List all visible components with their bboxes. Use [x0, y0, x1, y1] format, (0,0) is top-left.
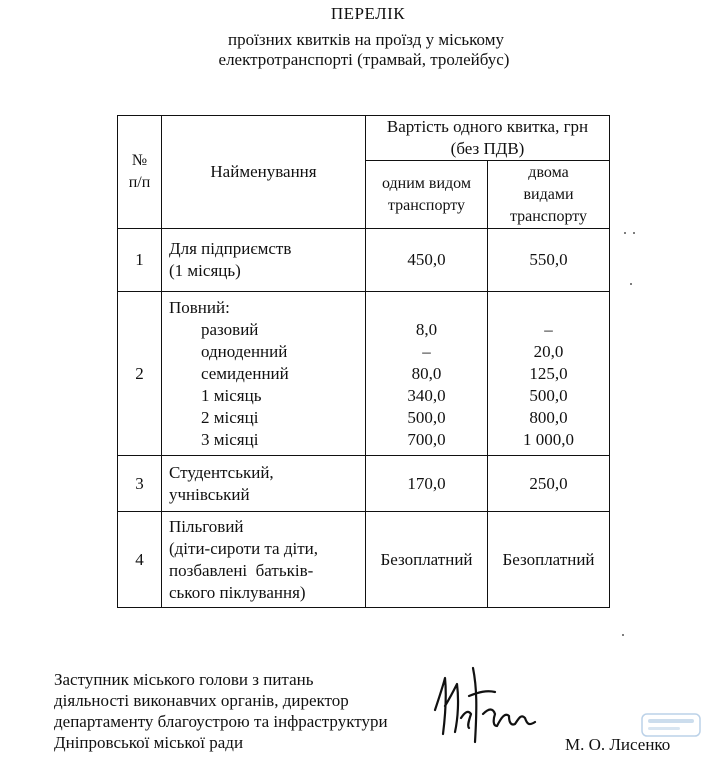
row-name-line: (1 місяць) — [169, 261, 241, 280]
header-one-type-line-2: транспорту — [387, 196, 466, 214]
ticket-price-one-type: 500,0 — [407, 407, 446, 427]
signatory-position-line: Заступник міського голови з питань — [54, 670, 314, 689]
row-price-one-type: 450,0 — [366, 229, 488, 292]
header-two-types-cell — [488, 161, 610, 229]
header-two-types-line-3: транспорту — [509, 207, 588, 225]
scan-speck — [633, 232, 635, 234]
header-name-cell — [162, 116, 366, 229]
table-row — [118, 512, 610, 608]
table-row — [118, 292, 610, 456]
row-name-line: Для підприємств — [169, 239, 292, 258]
ticket-price-one-type: 8,0 — [415, 319, 438, 339]
document-title: ПЕРЕЛІК — [330, 4, 406, 23]
ticket-price-one-type: 80,0 — [411, 363, 442, 383]
row-number: 4 — [118, 512, 162, 608]
ticket-price-two-types: 500,0 — [529, 385, 568, 405]
row-price-one-type: Безоплатний — [366, 512, 488, 608]
row-name-line: учнівський — [169, 484, 250, 504]
row-name-line: Пільговий — [169, 516, 244, 536]
row-name-line: (діти-сироти та діти, — [169, 538, 318, 558]
signer-name: М. О. Лисенко — [565, 735, 671, 754]
table-row — [118, 456, 610, 512]
row-name-cell — [162, 456, 366, 512]
ticket-type-label: 3 місяці — [201, 429, 259, 449]
ticket-type-label: разовий — [201, 319, 259, 339]
row-price-two-types: Безоплатний — [488, 512, 610, 608]
header-one-type-line-1: одним видом — [381, 174, 471, 192]
row-price-two-types: 550,0 — [488, 229, 610, 292]
row-number: 2 — [118, 292, 162, 456]
table-row — [118, 229, 610, 292]
scan-speck — [630, 283, 632, 285]
signatory-position-line: Дніпровської міської ради — [54, 733, 244, 752]
ticket-price-two-types: 800,0 — [529, 407, 568, 427]
document-subtitle-line-1: проїзних квитків на проїзд у міському — [228, 30, 504, 49]
ticket-price-one-type: 700,0 — [407, 429, 446, 449]
scan-speck — [622, 634, 624, 636]
signatory-position-line: департаменту благоустрою та інфраструктури — [54, 712, 388, 731]
row-heading: Повний: — [169, 297, 230, 317]
header-cost-line-2: (без ПДВ) — [450, 139, 525, 158]
signatory-position-line: діяльності виконавчих органів, директор — [54, 691, 349, 710]
row-name-cell — [162, 512, 366, 608]
header-number-pp: п/п — [128, 174, 151, 191]
row-price-one-type-cell — [366, 292, 488, 456]
ticket-price-two-types: 1 000,0 — [523, 429, 574, 449]
ticket-price-two-types: – — [544, 319, 553, 339]
ticket-type-label: семиденний — [201, 363, 289, 383]
row-name-line: ського піклування) — [169, 582, 306, 602]
ticket-price-one-type: 340,0 — [407, 385, 446, 405]
ticket-type-label: 1 місяць — [201, 385, 262, 405]
ticket-price-one-type: – — [422, 341, 431, 361]
row-name-cell — [162, 292, 366, 456]
row-price-two-types: 250,0 — [488, 456, 610, 512]
signatory-position — [54, 669, 388, 753]
header-number-cell — [118, 116, 162, 229]
row-name-line: Студентський, — [169, 462, 274, 482]
row-price-two-types-cell — [488, 292, 610, 456]
ticket-type-label: одноденний — [201, 341, 288, 361]
document-subtitle-line-2: електротранспорті (трамвай, тролейбус) — [218, 50, 510, 69]
ticket-price-two-types: 125,0 — [529, 363, 568, 383]
header-two-types-line-2: видами — [523, 185, 574, 203]
row-number: 1 — [118, 229, 162, 292]
ticket-type-label: 2 місяці — [201, 407, 259, 427]
header-cost-line-1: Вартість одного квитка, грн — [386, 117, 589, 136]
row-number: 3 — [118, 456, 162, 512]
row-name-cell — [162, 229, 366, 292]
row-price-one-type: 170,0 — [366, 456, 488, 512]
handwritten-signature — [425, 648, 545, 748]
tickets-table — [117, 115, 610, 608]
header-number-sign: № — [131, 152, 148, 169]
ticket-price-two-types: 20,0 — [533, 341, 564, 361]
header-two-types-line-1: двома — [528, 163, 569, 181]
header-name-label: Найменування — [210, 162, 317, 181]
header-one-type-cell — [366, 161, 488, 229]
watermark-logo — [640, 708, 702, 744]
row-name-line: позбавлені батьків- — [169, 560, 314, 580]
scan-speck — [624, 232, 626, 234]
header-cost-cell — [366, 116, 610, 161]
